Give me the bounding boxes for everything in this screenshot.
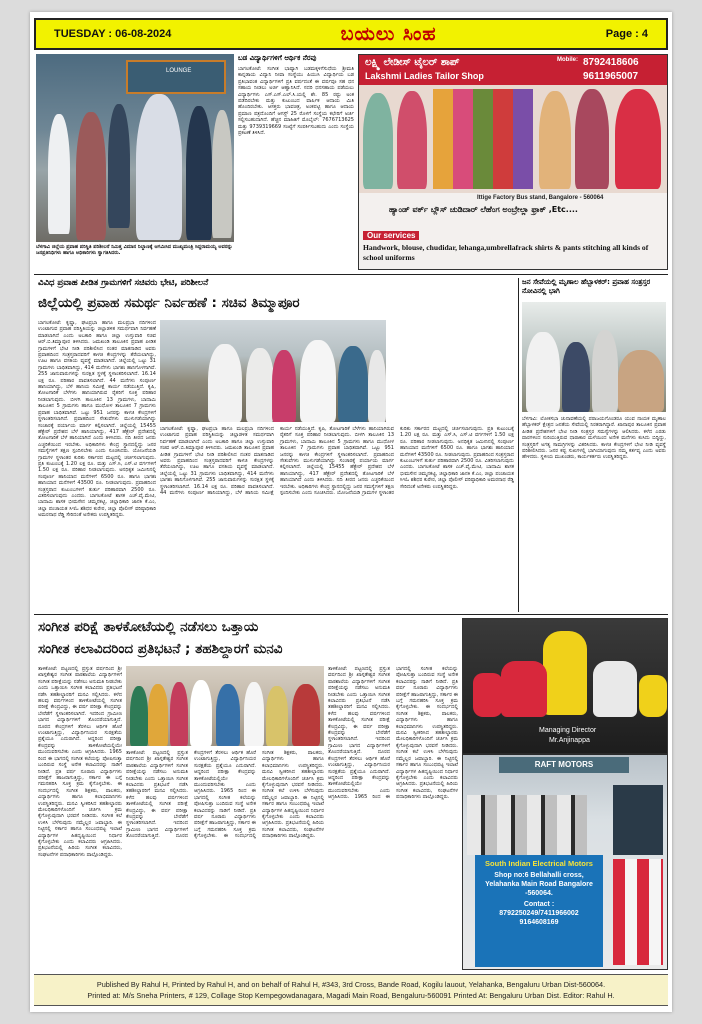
- tailor-shop-name-english: Lakshmi Ladies Tailor Shop: [365, 71, 484, 81]
- tailor-phone-1: 8792418606: [583, 57, 639, 68]
- motors-info-box: [475, 855, 603, 967]
- minister-flood-visit-photo: [160, 320, 386, 422]
- tailor-address: Ittige Factory Bus stand, Bangalore - 560064: [477, 195, 604, 201]
- motors-phone-3: 9164608169: [519, 918, 559, 926]
- tailor-shop-name-kannada: ಲಕ್ಷ್ಮಿ ಲೇಡೀಸ್ ಟೈಲರ್ ಶಾಪ್: [365, 57, 460, 68]
- story3-body: ಬೆಳಗಾವಿ: ಲೋಕಸಭಾ ಚುನಾವಣೆಯಲ್ಲಿ ಪರಾಜಯಗೊಂಡರೂ ಯುವ ನಾಯಕ ಮೃಣಾಲ ಹೆಬ್ಬಾಳಕರ್ ಕ್ಷೇತ್ರದ ಜನತೆಯ ಸೇವೆಯಲ್ಲಿ ನಿರತರಾಗಿದ್ದಾರೆ. ಖಾನಾಪುರ ತಾಲೂಕಿನ ಪ್ರವಾಹ ಪೀಡಿತ ಪ್ರದೇಶಗಳಿಗೆ ಭೇಟಿ ನೀಡಿ ಸಂತ್ರಸ್ತರ ಸಮಸ್ಯೆಗಳನ್ನು ಆಲಿಸಿದರು. ಕಳೆದ ಎರಡು ವಾರಗಳಿಂದ ಸುರಿಯುತ್ತಿರುವ ಧಾರಾಕಾರ ಮಳೆಯಿಂದ ಅನೇಕ ಮನೆಗಳು ಕುಸಿದು ಬಿದ್ದಿದ್ದು, ಸಂತ್ರಸ್ತರಿಗೆ ಅಗತ್ಯ ಸಾಮಗ್ರಿಗಳನ್ನು ವಿತರಿಸಿದರು. ಕಾಳಜಿ ಕೇಂದ್ರಗಳಿಗೆ ಭೇಟಿ ನೀಡಿ ವ್ಯವಸ್ಥೆ ಪರಿಶೀಲಿಸಿದರು. ಜನರ ಕಷ್ಟ ಸುಖಗಳಲ್ಲಿ ಭಾಗಿಯಾಗುವುದು ನಮ್ಮ ಕರ್ತವ್ಯ ಎಂದು ಅವರು ಹೇಳಿದರು. ಸ್ಥಳೀಯ ಮುಖಂಡರು, ಕಾರ್ಯಕರ್ತರು ಉಪಸ್ಥಿತರಿದ್ದರು.: [522, 416, 666, 461]
- story1-heading: ಬಡ ವಿದ್ಯಾರ್ಥಿಗಳಿಗೆ ಆರ್ಥಿಕ ನೆರವು: [238, 54, 317, 62]
- story4-body-cols: [126, 750, 324, 966]
- tailor-services-english: Handwork, blouse, chudidar, lehanga,umbrellafrack shirts & pants stitching all kinds of school uniforms: [363, 243, 649, 262]
- showroom-sign: RAFT MOTORS: [499, 757, 629, 773]
- story4-body-col1: ತಾಳಿಕೋಟೆ: ಪಟ್ಟಣದಲ್ಲಿ ಪ್ರಸ್ತುತ ವರ್ಷದಿಂದ ಶ್ರೀ ಖಾಸ್ಗತೇಶ್ವರ ಸಂಗೀತ ಪಾಠಶಾಲೆಯ ವಿದ್ಯಾರ್ಥಿಗಳಿಗೆ ಸಂಗೀತ ಪರೀಕ್ಷೆಯನ್ನು ನಡೆಸಲು ಅನುಮತಿ ನೀಡಬೇಕು ಎಂದು ಒತ್ತಾಯಿಸಿ ಸಂಗೀತ ಕಲಾವಿದರು ಪ್ರತಿಭಟನೆ ನಡೆಸಿ ತಹಶೀಲ್ದಾರರಿಗೆ ಮನವಿ ಸಲ್ಲಿಸಿದರು. ಕಳೆದ ಹಲವು ವರ್ಷಗಳಿಂದ ತಾಳಿಕೋಟೆಯಲ್ಲಿ ಸಂಗೀತ ಪರೀಕ್ಷೆ ಕೇಂದ್ರವಿದ್ದು, ಈ ವರ್ಷ ಪರೀಕ್ಷಾ ಕೇಂದ್ರವನ್ನು ಬೇರೆಡೆಗೆ ಸ್ಥಳಾಂತರಿಸಲಾಗಿದೆ. ಇದರಿಂದ ಗ್ರಾಮೀಣ ಭಾಗದ ವಿದ್ಯಾರ್ಥಿಗಳಿಗೆ ತೊಂದರೆಯಾಗುತ್ತಿದೆ. ದೂರದ ಕೇಂದ್ರಗಳಿಗೆ ತೆರಳಲು ಆರ್ಥಿಕ ಹೊರೆ ಉಂಟಾಗುತ್ತಿದ್ದು, ವಿದ್ಯಾರ್ಥಿನಿಯರ ಸುರಕ್ಷತೆಯ ಪ್ರಶ್ನೆಯೂ ಎದುರಾಗಿದೆ. ಆದ್ದರಿಂದ ಪರೀಕ್ಷಾ ಕೇಂದ್ರವನ್ನು ತಾಳಿಕೋಟೆಯಲ್ಲಿಯೇ ಮುಂದುವರಿಸಬೇಕು ಎಂದು ಆಗ್ರಹಿಸಿದರು. 1965 ರಿಂದ ಈ ಭಾಗದಲ್ಲಿ ಸಂಗೀತ ಕಲೆಯನ್ನು ಪೋಷಿಸುತ್ತಾ ಬಂದಿರುವ ಸಂಸ್ಥೆ ಅನೇಕ ಕಲಾವಿದರನ್ನು ನಾಡಿಗೆ ನೀಡಿದೆ. ಪ್ರತಿ ವರ್ಷ ನೂರಾರು ವಿದ್ಯಾರ್ಥಿಗಳು ಪರೀಕ್ಷೆಗೆ ಹಾಜರಾಗುತ್ತಿದ್ದು, ಸರ್ಕಾರ ಈ ಬಗ್ಗೆ ಗಮನಹರಿಸಿ ಸೂಕ್ತ ಕ್ರಮ ಕೈಗೊಳ್ಳಬೇಕು. ಈ ಸಂದರ್ಭದಲ್ಲಿ ಸಂಗೀತ ಶಿಕ್ಷಕರು, ಪಾಲಕರು, ವಿದ್ಯಾರ್ಥಿಗಳು ಹಾಗೂ ಕಲಾಭಿಮಾನಿಗಳು ಉಪಸ್ಥಿತರಿದ್ದರು. ಮನವಿ ಸ್ವೀಕರಿಸಿದ ತಹಶೀಲ್ದಾರರು ಮೇಲಧಿಕಾರಿಗಳೊಂದಿಗೆ ಚರ್ಚಿಸಿ ಕ್ರಮ ಕೈಗೊಳ್ಳುವುದಾಗಿ ಭರವಸೆ ನೀಡಿದರು. ಸಂಗೀತ ಕಲೆ ಉಳಿಸಿ ಬೆಳೆಸುವುದು ನಮ್ಮೆಲ್ಲರ ಜವಾಬ್ದಾರಿ. ಈ ನಿಟ್ಟಿನಲ್ಲಿ ಸರ್ಕಾರ ಹಾಗೂ ಸಂಬಂಧಪಟ್ಟ ಇಲಾಖೆ ವಿದ್ಯಾರ್ಥಿಗಳ ಹಿತದೃಷ್ಟಿಯಿಂದ ನಿರ್ಧಾರ ಕೈಗೊಳ್ಳಬೇಕು ಎಂದು ಕಲಾವಿದರು ಆಗ್ರಹಿಸಿದರು. ಪ್ರತಿಭಟನೆಯಲ್ಲಿ ಹಿರಿಯ ಸಂಗೀತ ಕಲಾವಿದರು, ಸಂಘಟನೆಗಳ ಪದಾಧಿಕಾರಿಗಳು ಪಾಲ್ಗೊಂಡಿದ್ದರು.: [38, 666, 122, 858]
- tailor-shop-ad: [358, 54, 668, 270]
- tailor-services-label: Our services: [363, 231, 419, 240]
- motors-phones: 8792250249/7411966002: [499, 909, 579, 917]
- tailor-phone-2: 9611965007: [583, 71, 639, 82]
- story1-body: ಬಾಗಲಕೋಟೆ: ಸಂಗೀತ ಭಾಷ್ಯಾಗಿ ಬಡಮಕ್ಕಳಿಗೆಸುಧೆಯ ಶ್ರೀಮತಿ ಕಾನ್ನಡಾಯ ವಿದ್ಯಾನಿ ನೀವಾ ಸಂಸ್ಥೆಯು ಪಿಯುಸಿ ವಿದ್ಯಾರ್ಥಿಯ ಬಡ ಪ್ರತಿಭಾವಂತ ವಿದ್ಯಾರ್ಥಿಗಳಿಗೆ ಪ್ರತಿ ವರ್ಷದಂತೆ ಈ ವರ್ಷವೂ ಸಹ ಧನ ಸಹಾಯ ನೀಡಲು ಅರ್ಜಿ ಆಹ್ವಾನಿಸಿದೆ. ಸದರಿ ಧನಸಹಾಯ ಪಡೆಯಲು ವಿದ್ಯಾರ್ಥಿಗಳು ಎಸ್.ಎಸ್.ಎಲ್.ಸಿ.ಯಲ್ಲಿ ಶೇ. 85 ರಷ್ಟು ಅಂಕ ಪಡೆದಿರಬೇಕು ಮತ್ತು ಕುಟುಂಬದ ವಾರ್ಷಿಕ ಆದಾಯ ಮಿತಿ ಹೊಂದಿರಬೇಕು. ಆಸಕ್ತರು ಭಾವಚಿತ್ರ, ಅಂಕಪಟ್ಟಿ ಹಾಗೂ ಆದಾಯ ಪ್ರಮಾಣ ಪತ್ರದೊಂದಿಗೆ ಆಗಸ್ಟ್ 25 ರೊಳಗೆ ಸಂಸ್ಥೆಯ ಕಛೇರಿಗೆ ಅರ್ಜಿ ಸಲ್ಲಿಸಬಹುದಾಗಿದೆ. ಹೆಚ್ಚಿನ ಮಾಹಿತಿಗೆ ಮೊಬೈಲ್: 7676713625 ಮತ್ತು 9739319669 ಸಂಖ್ಯೆಗೆ ಸಂಪರ್ಕಿಸಬಹುದು ಎಂದು ಸಂಸ್ಥೆಯ ಪ್ರಕಟಣೆ ತಿಳಿಸಿದೆ.: [238, 66, 354, 137]
- issue-date: TUESDAY : 06-08-2024: [54, 28, 172, 40]
- cm-arrival-photo: LOUNGE: [36, 54, 234, 242]
- managing-director-name: Mr.Anjinappa: [549, 737, 590, 744]
- motors-company-name: South Indian Electrical Motors: [485, 859, 593, 868]
- story2-kicker: ವಿವಿಧ ಪ್ರವಾಹ ಪೀಡಿತ ಗ್ರಾಮಗಳಿಗೆ ಸಚಿವರು ಭೇಟಿ, ಪರಿಶೀಲನೆ: [38, 278, 209, 288]
- story4-headline-1: ಸಂಗೀತ ಪರಿಕ್ಷೆ ತಾಳಕೋಟೆಯಲ್ಲಿ ನಡೆಸಲು ಒತ್ತಾಯ: [38, 619, 259, 635]
- mrunal-hebbalkar-photo: [522, 302, 666, 412]
- story4-body-right: [328, 666, 458, 966]
- motors-contact-label: Contact :: [523, 900, 555, 908]
- story1: [238, 54, 354, 270]
- music-protest-photo: [126, 666, 324, 746]
- story4-headline-2: ಸಂಗೀತ ಕಲಾವಿದರಿಂದ ಪ್ರತಿಭಟನೆ ; ತಹಶಿಲ್ದಾರಗೆ ಮನವಿ: [38, 641, 283, 657]
- story4-body-continued: ತಾಳಿಕೋಟೆ: ಪಟ್ಟಣದಲ್ಲಿ ಪ್ರಸ್ತುತ ವರ್ಷದಿಂದ ಶ್ರೀ ಖಾಸ್ಗತೇಶ್ವರ ಸಂಗೀತ ಪಾಠಶಾಲೆಯ ವಿದ್ಯಾರ್ಥಿಗಳಿಗೆ ಸಂಗೀತ ಪರೀಕ್ಷೆಯನ್ನು ನಡೆಸಲು ಅನುಮತಿ ನೀಡಬೇಕು ಎಂದು ಒತ್ತಾಯಿಸಿ ಸಂಗೀತ ಕಲಾವಿದರು ಪ್ರತಿಭಟನೆ ನಡೆಸಿ ತಹಶೀಲ್ದಾರರಿಗೆ ಮನವಿ ಸಲ್ಲಿಸಿದರು. ಕಳೆದ ಹಲವು ವರ್ಷಗಳಿಂದ ತಾಳಿಕೋಟೆಯಲ್ಲಿ ಸಂಗೀತ ಪರೀಕ್ಷೆ ಕೇಂದ್ರವಿದ್ದು, ಈ ವರ್ಷ ಪರೀಕ್ಷಾ ಕೇಂದ್ರವನ್ನು ಬೇರೆಡೆಗೆ ಸ್ಥಳಾಂತರಿಸಲಾಗಿದೆ. ಇದರಿಂದ ಗ್ರಾಮೀಣ ಭಾಗದ ವಿದ್ಯಾರ್ಥಿಗಳಿಗೆ ತೊಂದರೆಯಾಗುತ್ತಿದೆ. ದೂರದ ಕೇಂದ್ರಗಳಿಗೆ ತೆರಳಲು ಆರ್ಥಿಕ ಹೊರೆ ಉಂಟಾಗುತ್ತಿದ್ದು, ವಿದ್ಯಾರ್ಥಿನಿಯರ ಸುರಕ್ಷತೆಯ ಪ್ರಶ್ನೆಯೂ ಎದುರಾಗಿದೆ. ಆದ್ದರಿಂದ ಪರೀಕ್ಷಾ ಕೇಂದ್ರವನ್ನು ತಾಳಿಕೋಟೆಯಲ್ಲಿಯೇ ಮುಂದುವರಿಸಬೇಕು ಎಂದು ಆಗ್ರಹಿಸಿದರು. 1965 ರಿಂದ ಈ ಭಾಗದಲ್ಲಿ ಸಂಗೀತ ಕಲೆಯನ್ನು ಪೋಷಿಸುತ್ತಾ ಬಂದಿರುವ ಸಂಸ್ಥೆ ಅನೇಕ ಕಲಾವಿದರನ್ನು ನಾಡಿಗೆ ನೀಡಿದೆ. ಪ್ರತಿ ವರ್ಷ ನೂರಾರು ವಿದ್ಯಾರ್ಥಿಗಳು ಪರೀಕ್ಷೆಗೆ ಹಾಜರಾಗುತ್ತಿದ್ದು, ಸರ್ಕಾರ ಈ ಬಗ್ಗೆ ಗಮನಹರಿಸಿ ಸೂಕ್ತ ಕ್ರಮ ಕೈಗೊಳ್ಳಬೇಕು. ಈ ಸಂದರ್ಭದಲ್ಲಿ ಸಂಗೀತ ಶಿಕ್ಷಕರು, ಪಾಲಕರು, ವಿದ್ಯಾರ್ಥಿಗಳು ಹಾಗೂ ಕಲಾಭಿಮಾನಿಗಳು ಉಪಸ್ಥಿತರಿದ್ದರು. ಮನವಿ ಸ್ವೀಕರಿಸಿದ ತಹಶೀಲ್ದಾರರು ಮೇಲಧಿಕಾರಿಗಳೊಂದಿಗೆ ಚರ್ಚಿಸಿ ಕ್ರಮ ಕೈಗೊಳ್ಳುವುದಾಗಿ ಭರವಸೆ ನೀಡಿದರು. ಸಂಗೀತ ಕಲೆ ಉಳಿಸಿ ಬೆಳೆಸುವುದು ನಮ್ಮೆಲ್ಲರ ಜವಾಬ್ದಾರಿ. ಈ ನಿಟ್ಟಿನಲ್ಲಿ ಸರ್ಕಾರ ಹಾಗೂ ಸಂಬಂಧಪಟ್ಟ ಇಲಾಖೆ ವಿದ್ಯಾರ್ಥಿಗಳ ಹಿತದೃಷ್ಟಿಯಿಂದ ನಿರ್ಧಾರ ಕೈಗೊಳ್ಳಬೇಕು ಎಂದು ಕಲಾವಿದರು ಆಗ್ರಹಿಸಿದರು. ಪ್ರತಿಭಟನೆಯಲ್ಲಿ ಹಿರಿಯ ಸಂಗೀತ ಕಲಾವಿದರು, ಸಂಘಟನೆಗಳ ಪದಾಧಿಕಾರಿಗಳು ಪಾಲ್ಗೊಂಡಿದ್ದರು.: [126, 750, 324, 840]
- imprint-footer: [34, 974, 668, 1006]
- story4-body-right-text: ತಾಳಿಕೋಟೆ: ಪಟ್ಟಣದಲ್ಲಿ ಪ್ರಸ್ತುತ ವರ್ಷದಿಂದ ಶ್ರೀ ಖಾಸ್ಗತೇಶ್ವರ ಸಂಗೀತ ಪಾಠಶಾಲೆಯ ವಿದ್ಯಾರ್ಥಿಗಳಿಗೆ ಸಂಗೀತ ಪರೀಕ್ಷೆಯನ್ನು ನಡೆಸಲು ಅನುಮತಿ ನೀಡಬೇಕು ಎಂದು ಒತ್ತಾಯಿಸಿ ಸಂಗೀತ ಕಲಾವಿದರು ಪ್ರತಿಭಟನೆ ನಡೆಸಿ ತಹಶೀಲ್ದಾರರಿಗೆ ಮನವಿ ಸಲ್ಲಿಸಿದರು. ಕಳೆದ ಹಲವು ವರ್ಷಗಳಿಂದ ತಾಳಿಕೋಟೆಯಲ್ಲಿ ಸಂಗೀತ ಪರೀಕ್ಷೆ ಕೇಂದ್ರವಿದ್ದು, ಈ ವರ್ಷ ಪರೀಕ್ಷಾ ಕೇಂದ್ರವನ್ನು ಬೇರೆಡೆಗೆ ಸ್ಥಳಾಂತರಿಸಲಾಗಿದೆ. ಇದರಿಂದ ಗ್ರಾಮೀಣ ಭಾಗದ ವಿದ್ಯಾರ್ಥಿಗಳಿಗೆ ತೊಂದರೆಯಾಗುತ್ತಿದೆ. ದೂರದ ಕೇಂದ್ರಗಳಿಗೆ ತೆರಳಲು ಆರ್ಥಿಕ ಹೊರೆ ಉಂಟಾಗುತ್ತಿದ್ದು, ವಿದ್ಯಾರ್ಥಿನಿಯರ ಸುರಕ್ಷತೆಯ ಪ್ರಶ್ನೆಯೂ ಎದುರಾಗಿದೆ. ಆದ್ದರಿಂದ ಪರೀಕ್ಷಾ ಕೇಂದ್ರವನ್ನು ತಾಳಿಕೋಟೆಯಲ್ಲಿಯೇ ಮುಂದುವರಿಸಬೇಕು ಎಂದು ಆಗ್ರಹಿಸಿದರು. 1965 ರಿಂದ ಈ ಭಾಗದಲ್ಲಿ ಸಂಗೀತ ಕಲೆಯನ್ನು ಪೋಷಿಸುತ್ತಾ ಬಂದಿರುವ ಸಂಸ್ಥೆ ಅನೇಕ ಕಲಾವಿದರನ್ನು ನಾಡಿಗೆ ನೀಡಿದೆ. ಪ್ರತಿ ವರ್ಷ ನೂರಾರು ವಿದ್ಯಾರ್ಥಿಗಳು ಪರೀಕ್ಷೆಗೆ ಹಾಜರಾಗುತ್ತಿದ್ದು, ಸರ್ಕಾರ ಈ ಬಗ್ಗೆ ಗಮನಹರಿಸಿ ಸೂಕ್ತ ಕ್ರಮ ಕೈಗೊಳ್ಳಬೇಕು. ಈ ಸಂದರ್ಭದಲ್ಲಿ ಸಂಗೀತ ಶಿಕ್ಷಕರು, ಪಾಲಕರು, ವಿದ್ಯಾರ್ಥಿಗಳು ಹಾಗೂ ಕಲಾಭಿಮಾನಿಗಳು ಉಪಸ್ಥಿತರಿದ್ದರು. ಮನವಿ ಸ್ವೀಕರಿಸಿದ ತಹಶೀಲ್ದಾರರು ಮೇಲಧಿಕಾರಿಗಳೊಂದಿಗೆ ಚರ್ಚಿಸಿ ಕ್ರಮ ಕೈಗೊಳ್ಳುವುದಾಗಿ ಭರವಸೆ ನೀಡಿದರು. ಸಂಗೀತ ಕಲೆ ಉಳಿಸಿ ಬೆಳೆಸುವುದು ನಮ್ಮೆಲ್ಲರ ಜವಾಬ್ದಾರಿ. ಈ ನಿಟ್ಟಿನಲ್ಲಿ ಸರ್ಕಾರ ಹಾಗೂ ಸಂಬಂಧಪಟ್ಟ ಇಲಾಖೆ ವಿದ್ಯಾರ್ಥಿಗಳ ಹಿತದೃಷ್ಟಿಯಿಂದ ನಿರ್ಧಾರ ಕೈಗೊಳ್ಳಬೇಕು ಎಂದು ಕಲಾವಿದರು ಆಗ್ರಹಿಸಿದರು. ಪ್ರತಿಭಟನೆಯಲ್ಲಿ ಹಿರಿಯ ಸಂಗೀತ ಕಲಾವಿದರು, ಸಂಘಟನೆಗಳ ಪದಾಧಿಕಾರಿಗಳು ಪಾಲ್ಗೊಂಡಿದ್ದರು.: [328, 666, 458, 801]
- story2-headline: ಜಿಲ್ಲೆಯಲ್ಲಿ ಪ್ರವಾಹ ಸಮರ್ಥ ನಿರ್ವಹಣೆ : ಸಚಿವ ತಿಮ್ಮಾಪೂರ: [38, 295, 300, 311]
- electric-motors-ad: [462, 618, 668, 970]
- photo1-caption: ಬೆಳಗಾವಿ ಜಿಲ್ಲೆಯ ಪ್ರವಾಹ ಪರಿಸ್ಥಿತಿ ಪರಿಶೀಲನೆ ನಿಮಿತ್ತ ವಿಮಾನ ನಿಲ್ದಾಣಕ್ಕೆ ಆಗಮಿಸಿದ ಮುಖ್ಯಮಂತ್ರಿ ಸಿದ್ದರಾಮಯ್ಯ ಅವರನ್ನು ಜನಪ್ರತಿನಿಧಿಗಳು ಹಾಗೂ ಅಧಿಕಾರಿಗಳು ಸ್ವಾಗತಿಸಿದರು.: [36, 244, 233, 256]
- newspaper-title: ಬಯಲು ಸಿಂಹ: [340, 23, 437, 45]
- fashion-photos: [359, 85, 668, 193]
- story2-body-right: [160, 426, 514, 610]
- imprint-line-1: Published By Rahul H, Printed by Rahul H, and on behalf of Rahul H, #343, 3rd Cross, Bande Road, Kogilu lauout, Yelahanka, Bengaluru Urban Dist-560064.: [96, 980, 606, 989]
- masthead: [34, 18, 668, 50]
- managing-director-label: Managing Director: [539, 727, 597, 734]
- story3-heading: ಜನ ಸೇವೆಯಲ್ಲಿ ಮೃಣಾಲ ಹೆಬ್ಬಾಳಕರ್: ಪ್ರವಾಹ ಸಂತ್ರಸ್ತರ ನೋವಿನಲ್ಲಿ ಭಾಗಿ: [522, 278, 651, 295]
- page-number: Page : 4: [605, 28, 648, 40]
- motors-address: Shop no:6 Bellahalli cross, Yelahanka Main Road Bangalore -560064.: [485, 871, 593, 897]
- story2-body-left: ಬಾಗಲಕೋಟೆ: ಕೃಷ್ಣಾ, ಘಟಪ್ರಭಾ ಹಾಗೂ ಮಲಪ್ರಭಾ ನದಿಗಳಿಂದ ಉಂಟಾಗುವ ಪ್ರವಾಹ ಪರಿಸ್ಥಿತಿಯನ್ನು ಜಿಲ್ಲಾಡಳಿತ ಸಮರ್ಥವಾಗಿ ನಿರ್ವಹಣೆ ಮಾಡಲಾಗಿದೆ ಎಂದು ಅಬಕಾರಿ ಹಾಗೂ ಜಿಲ್ಲಾ ಉಸ್ತುವಾರಿ ಸಚಿವ ಆರ್.ಬಿ.ತಿಮ್ಮಾಪೂರ ತಿಳಿಸಿದರು. ಜಮಖಂಡಿ ತಾಲೂಕಿನ ಪ್ರವಾಹ ಪೀಡಿತ ಗ್ರಾಮಗಳಿಗೆ ಭೇಟಿ ನೀಡಿ ಪರಿಶೀಲಿಸಿದ ನಂತರ ಮಾತನಾಡಿದ ಅವರು ಪ್ರವಾಹದಿಂದ ಸಂತ್ರಸ್ತರಾದವರಿಗೆ ಕಾಳಜಿ ಕೇಂದ್ರಗಳನ್ನು ತೆರೆಯಲಾಗಿದ್ದು, ಊಟ ಹಾಗೂ ವಸತಿಯ ವ್ಯವಸ್ಥೆ ಮಾಡಲಾಗಿದೆ. ಜಿಲ್ಲೆಯಲ್ಲಿ ಒಟ್ಟು 31 ಗ್ರಾಮಗಳು ಬಾಧಿತವಾಗಿದ್ದು, 414 ಮನೆಗಳು ಭಾಗಶಃ ಹಾನಿಗೊಳಗಾಗಿವೆ. 255 ಜಾನುವಾರುಗಳನ್ನು ಸುರಕ್ಷಿತ ಸ್ಥಳಕ್ಕೆ ಸ್ಥಳಾಂತರಿಸಲಾಗಿದೆ. 16.14 ಲಕ್ಷ ರೂ. ಪರಿಹಾರ ಪಾವತಿಸಲಾಗಿದೆ. 44 ಮನೆಗಳು ಸಂಪೂರ್ಣ ಹಾನಿಯಾಗಿದ್ದು, ಬೆಳೆ ಹಾನಿಯ ಸಮೀಕ್ಷೆ ಕಾರ್ಯ ನಡೆಯುತ್ತಿದೆ. ಕೃಷಿ, ತೋಟಗಾರಿಕೆ ಬೆಳೆಗಳು ಹಾನಿಯಾಗಿರುವ ರೈತರಿಗೆ ಸೂಕ್ತ ಪರಿಹಾರ ನೀಡಲಾಗುವುದು. ಬೀಳಗಿ ತಾಲೂಕಿನ 13 ಗ್ರಾಮಗಳು, ಬಾದಾಮಿ ತಾಲೂಕಿನ 5 ಗ್ರಾಮಗಳು ಹಾಗೂ ಮುಧೋಳ ತಾಲೂಕಿನ 7 ಗ್ರಾಮಗಳು ಪ್ರವಾಹ ಬಾಧಿತವಾಗಿವೆ. ಒಟ್ಟು 951 ಜನರನ್ನು ಕಾಳಜಿ ಕೇಂದ್ರಗಳಿಗೆ ಸ್ಥಳಾಂತರಿಸಲಾಗಿದೆ. ಪ್ರವಾಹದಿಂದ ಸೇತುವೆಗಳು ಮುಳುಗಡೆಯಾಗಿದ್ದು ಸಂಚಾರಕ್ಕೆ ಪರ್ಯಾಯ ಮಾರ್ಗ ಕಲ್ಪಿಸಲಾಗಿದೆ. ಜಿಲ್ಲೆಯಲ್ಲಿ 15455 ಹೆಕ್ಟೇರ್ ಪ್ರದೇಶದ ಬೆಳೆ ಹಾನಿಯಾಗಿದ್ದು, 417 ಹೆಕ್ಟೇರ್ ಪ್ರದೇಶದಲ್ಲಿ ತೋಟಗಾರಿಕೆ ಬೆಳೆ ಹಾನಿಯಾಗಿದೆ ಎಂದು ತಿಳಿಸಿದರು. ನದಿ ತೀರದ ಜನರು ಎಚ್ಚರಿಕೆಯಿಂದ ಇರಬೇಕು. ಅಧಿಕಾರಿಗಳು ಕೇಂದ್ರ ಸ್ಥಾನದಲ್ಲಿದ್ದು ಜನರ ಸಮಸ್ಯೆಗಳಿಗೆ ತಕ್ಷಣ ಸ್ಪಂದಿಸಬೇಕು ಎಂದು ಸೂಚಿಸಿದರು. ಯೋಜನೆಯಡಿ ಗ್ರಾಮಗಳ ಸ್ಥಳಾಂತರ ಕುರಿತು ಸರ್ಕಾರದ ಮಟ್ಟದಲ್ಲಿ ಚರ್ಚಿಸಲಾಗುವುದು. ಪ್ರತಿ ಕುಟುಂಬಕ್ಕೆ 1.20 ಲಕ್ಷ ರೂ. ಮತ್ತು ಎಸ್.ಸಿ, ಎಸ್.ಟಿ ವರ್ಗಗಳಿಗೆ 1.50 ಲಕ್ಷ ರೂ. ಪರಿಹಾರ ನೀಡಲಾಗುವುದು. ಅನಧಿಕೃತ ಜಮೀನಿನಲ್ಲಿ ಸಂಪೂರ್ಣ ಹಾನಿಯಾದ ಮನೆಗಳಿಗೆ 6500 ರೂ. ಹಾಗೂ ಭಾಗಶಃ ಹಾನಿಯಾದ ಮನೆಗಳಿಗೆ 43500 ರೂ. ನೀಡಲಾಗುವುದು. ಪ್ರವಾಹದಿಂದ ಸಂತ್ರಸ್ತರಾದ ಕುಟುಂಬಗಳಿಗೆ ತುರ್ತು ಪರಿಹಾರವಾಗಿ 2500 ರೂ. ವಿತರಿಸಲಾಗುವುದು ಎಂದರು. ಬಾಗಲಕೋಟೆ ಶಾಸಕ ಎಚ್.ವೈ.ಮೇಟಿ, ಬಾದಾಮಿ ಶಾಸಕ ಭೀಮಸೇನ ಚಿಮ್ಮನಕಟ್ಟಿ, ಜಿಲ್ಲಾಧಿಕಾರಿ ಜಾನಕಿ ಕೆ.ಎಂ, ಜಿಲ್ಲಾ ಪಂಚಾಯತ ಸಿಇಓ ಶಶಿಧರ ಕುರೇರ, ಜಿಲ್ಲಾ ಪೊಲೀಸ್ ವರಿಷ್ಠಾಧಿಕಾರಿ ಅಮರನಾಥ ರೆಡ್ಡಿ ಸೇರಿದಂತೆ ಅನೇಕರು ಉಪಸ್ಥಿತರಿದ್ದರು.: [38, 320, 156, 519]
- imprint-line-2: Printed at: M/s Sneha Printers, # 129, Collage Stop Kempegowdanagara, Magadi Main Road, Bengaluru-560091 Printed At: Bengaluru Urban Dist. Editor: Rahul H.: [87, 991, 615, 1000]
- story2-body-continued: ಬಾಗಲಕೋಟೆ: ಕೃಷ್ಣಾ, ಘಟಪ್ರಭಾ ಹಾಗೂ ಮಲಪ್ರಭಾ ನದಿಗಳಿಂದ ಉಂಟಾಗುವ ಪ್ರವಾಹ ಪರಿಸ್ಥಿತಿಯನ್ನು ಜಿಲ್ಲಾಡಳಿತ ಸಮರ್ಥವಾಗಿ ನಿರ್ವಹಣೆ ಮಾಡಲಾಗಿದೆ ಎಂದು ಅಬಕಾರಿ ಹಾಗೂ ಜಿಲ್ಲಾ ಉಸ್ತುವಾರಿ ಸಚಿವ ಆರ್.ಬಿ.ತಿಮ್ಮಾಪೂರ ತಿಳಿಸಿದರು. ಜಮಖಂಡಿ ತಾಲೂಕಿನ ಪ್ರವಾಹ ಪೀಡಿತ ಗ್ರಾಮಗಳಿಗೆ ಭೇಟಿ ನೀಡಿ ಪರಿಶೀಲಿಸಿದ ನಂತರ ಮಾತನಾಡಿದ ಅವರು ಪ್ರವಾಹದಿಂದ ಸಂತ್ರಸ್ತರಾದವರಿಗೆ ಕಾಳಜಿ ಕೇಂದ್ರಗಳನ್ನು ತೆರೆಯಲಾಗಿದ್ದು, ಊಟ ಹಾಗೂ ವಸತಿಯ ವ್ಯವಸ್ಥೆ ಮಾಡಲಾಗಿದೆ. ಜಿಲ್ಲೆಯಲ್ಲಿ ಒಟ್ಟು 31 ಗ್ರಾಮಗಳು ಬಾಧಿತವಾಗಿದ್ದು, 414 ಮನೆಗಳು ಭಾಗಶಃ ಹಾನಿಗೊಳಗಾಗಿವೆ. 255 ಜಾನುವಾರುಗಳನ್ನು ಸುರಕ್ಷಿತ ಸ್ಥಳಕ್ಕೆ ಸ್ಥಳಾಂತರಿಸಲಾಗಿದೆ. 16.14 ಲಕ್ಷ ರೂ. ಪರಿಹಾರ ಪಾವತಿಸಲಾಗಿದೆ. 44 ಮನೆಗಳು ಸಂಪೂರ್ಣ ಹಾನಿಯಾಗಿದ್ದು, ಬೆಳೆ ಹಾನಿಯ ಸಮೀಕ್ಷೆ ಕಾರ್ಯ ನಡೆಯುತ್ತಿದೆ. ಕೃಷಿ, ತೋಟಗಾರಿಕೆ ಬೆಳೆಗಳು ಹಾನಿಯಾಗಿರುವ ರೈತರಿಗೆ ಸೂಕ್ತ ಪರಿಹಾರ ನೀಡಲಾಗುವುದು. ಬೀಳಗಿ ತಾಲೂಕಿನ 13 ಗ್ರಾಮಗಳು, ಬಾದಾಮಿ ತಾಲೂಕಿನ 5 ಗ್ರಾಮಗಳು ಹಾಗೂ ಮುಧೋಳ ತಾಲೂಕಿನ 7 ಗ್ರಾಮಗಳು ಪ್ರವಾಹ ಬಾಧಿತವಾಗಿವೆ. ಒಟ್ಟು 951 ಜನರನ್ನು ಕಾಳಜಿ ಕೇಂದ್ರಗಳಿಗೆ ಸ್ಥಳಾಂತರಿಸಲಾಗಿದೆ. ಪ್ರವಾಹದಿಂದ ಸೇತುವೆಗಳು ಮುಳುಗಡೆಯಾಗಿದ್ದು ಸಂಚಾರಕ್ಕೆ ಪರ್ಯಾಯ ಮಾರ್ಗ ಕಲ್ಪಿಸಲಾಗಿದೆ. ಜಿಲ್ಲೆಯಲ್ಲಿ 15455 ಹೆಕ್ಟೇರ್ ಪ್ರದೇಶದ ಬೆಳೆ ಹಾನಿಯಾಗಿದ್ದು, 417 ಹೆಕ್ಟೇರ್ ಪ್ರದೇಶದಲ್ಲಿ ತೋಟಗಾರಿಕೆ ಬೆಳೆ ಹಾನಿಯಾಗಿದೆ ಎಂದು ತಿಳಿಸಿದರು. ನದಿ ತೀರದ ಜನರು ಎಚ್ಚರಿಕೆಯಿಂದ ಇರಬೇಕು. ಅಧಿಕಾರಿಗಳು ಕೇಂದ್ರ ಸ್ಥಾನದಲ್ಲಿದ್ದು ಜನರ ಸಮಸ್ಯೆಗಳಿಗೆ ತಕ್ಷಣ ಸ್ಪಂದಿಸಬೇಕು ಎಂದು ಸೂಚಿಸಿದರು. ಯೋಜನೆಯಡಿ ಗ್ರಾಮಗಳ ಸ್ಥಳಾಂತರ ಕುರಿತು ಸರ್ಕಾರದ ಮಟ್ಟದಲ್ಲಿ ಚರ್ಚಿಸಲಾಗುವುದು. ಪ್ರತಿ ಕುಟುಂಬಕ್ಕೆ 1.20 ಲಕ್ಷ ರೂ. ಮತ್ತು ಎಸ್.ಸಿ, ಎಸ್.ಟಿ ವರ್ಗಗಳಿಗೆ 1.50 ಲಕ್ಷ ರೂ. ಪರಿಹಾರ ನೀಡಲಾಗುವುದು. ಅನಧಿಕೃತ ಜಮೀನಿನಲ್ಲಿ ಸಂಪೂರ್ಣ ಹಾನಿಯಾದ ಮನೆಗಳಿಗೆ 6500 ರೂ. ಹಾಗೂ ಭಾಗಶಃ ಹಾನಿಯಾದ ಮನೆಗಳಿಗೆ 43500 ರೂ. ನೀಡಲಾಗುವುದು. ಪ್ರವಾಹದಿಂದ ಸಂತ್ರಸ್ತರಾದ ಕುಟುಂಬಗಳಿಗೆ ತುರ್ತು ಪರಿಹಾರವಾಗಿ 2500 ರೂ. ವಿತರಿಸಲಾಗುವುದು ಎಂದರು. ಬಾಗಲಕೋಟೆ ಶಾಸಕ ಎಚ್.ವೈ.ಮೇಟಿ, ಬಾದಾಮಿ ಶಾಸಕ ಭೀಮಸೇನ ಚಿಮ್ಮನಕಟ್ಟಿ, ಜಿಲ್ಲಾಧಿಕಾರಿ ಜಾನಕಿ ಕೆ.ಎಂ, ಜಿಲ್ಲಾ ಪಂಚಾಯತ ಸಿಇಓ ಶಶಿಧರ ಕುರೇರ, ಜಿಲ್ಲಾ ಪೊಲೀಸ್ ವರಿಷ್ಠಾಧಿಕಾರಿ ಅಮರನಾಥ ರೆಡ್ಡಿ ಸೇರಿದಂತೆ ಅನೇಕರು ಉಪಸ್ಥಿತರಿದ್ದರು.: [160, 426, 514, 497]
- newspaper-page: [30, 12, 672, 1012]
- tailor-mobile-label: Mobile:: [557, 57, 578, 63]
- tailor-services-kannada: ಹ್ಯಾಂಡ್ ವರ್ಕ್ ಬ್ಲೌಸ್ ಚುಡಿದಾರ್ ಲೆಹೆಂಗ ಅಂಬ್ರೇಲ್ಲಾ ಫ್ರಾಕ್ ,Etc....: [389, 205, 578, 214]
